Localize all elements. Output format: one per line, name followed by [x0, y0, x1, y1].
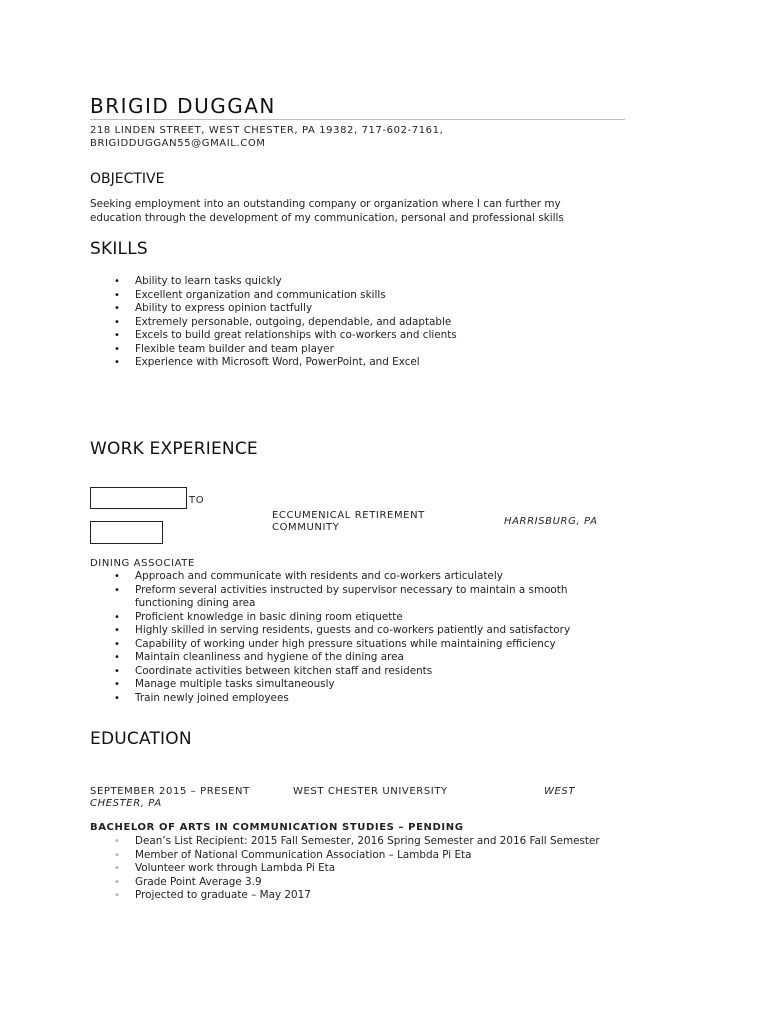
bullet-icon: •: [114, 343, 120, 355]
bullet-icon: •: [114, 679, 120, 690]
start-date-field[interactable]: [90, 487, 187, 509]
bullet-icon: •: [114, 357, 120, 368]
job-title: DINING ASSOCIATE: [90, 558, 195, 569]
list-item: • Maintain cleanliness and hygiene of the dining area: [114, 651, 404, 663]
bullet-icon: •: [114, 863, 120, 874]
list-item: • Grade Point Average 3.9: [114, 875, 262, 888]
education-list: [90, 835, 610, 903]
contact-address: 218 LINDEN STREET, WEST CHESTER, PA 19382, 717-602-7161,: [90, 125, 444, 136]
date-to-label: TO: [189, 495, 205, 506]
education-heading: EDUCATION: [90, 729, 192, 749]
list-item: • Coordinate activities between kitchen staff and residents: [114, 664, 433, 677]
list-item: • Proficient knowledge in basic dining room etiquette: [114, 610, 403, 623]
degree-title: BACHELOR OF ARTS IN COMMUNICATION STUDIES – PENDING: [90, 822, 464, 833]
bullet-icon: •: [114, 665, 120, 677]
school-name: WEST CHESTER UNIVERSITY: [293, 786, 448, 797]
skills-list: [90, 275, 610, 370]
employer-location: HARRISBURG, PA: [504, 516, 598, 527]
objective-heading: OBJECTIVE: [90, 171, 165, 187]
list-item: • Preform several activities instructed by supervisor necessary to maintain a smooth functioning dining area: [114, 583, 568, 609]
end-date-field[interactable]: [90, 521, 163, 544]
list-item: • Excellent organization and communication skills: [114, 288, 386, 301]
list-item: • Ability to express opinion tactfully: [114, 302, 313, 314]
bullet-icon: •: [114, 330, 120, 341]
bullet-icon: •: [114, 571, 120, 582]
bullet-icon: •: [114, 276, 120, 287]
list-item: • Extremely personable, outgoing, dependable, and adaptable: [114, 315, 452, 328]
list-item: • Approach and communicate with residents and co-workers articulately: [114, 570, 503, 582]
list-item: • Projected to graduate – May 2017: [114, 889, 311, 901]
bullet-icon: •: [114, 638, 120, 650]
list-item: • Ability to learn tasks quickly: [114, 275, 282, 287]
school-location-line1: WEST: [544, 786, 576, 797]
list-item: • Dean’s List Recipient: 2015 Fall Semester, 2016 Spring Semester and 2016 Fall Semester: [114, 835, 600, 847]
education-dates: SEPTEMBER 2015 – PRESENT: [90, 786, 250, 797]
bullet-icon: •: [114, 611, 120, 623]
employer-name-line1: ECCUMENICAL RETIREMENT: [272, 510, 425, 521]
bullet-icon: •: [114, 652, 120, 663]
list-item: • Member of National Communication Association – Lambda Pi Eta: [114, 848, 472, 861]
skills-heading: SKILLS: [90, 239, 148, 259]
bullet-icon: •: [114, 316, 120, 328]
header-divider: [90, 119, 625, 120]
bullet-icon: •: [114, 584, 120, 596]
objective-text: Seeking employment into an outstanding company or organization where I can further my education through the development of my communication, personal and professional skills: [90, 198, 564, 224]
work-heading: WORK EXPERIENCE: [90, 439, 258, 459]
employer-name-line2: COMMUNITY: [272, 522, 340, 533]
list-item: • Train newly joined employees: [114, 691, 289, 704]
list-item: • Experience with Microsoft Word, PowerPoint, and Excel: [114, 356, 420, 368]
bullet-icon: •: [114, 890, 120, 901]
list-item: • Flexible team builder and team player: [114, 342, 334, 355]
candidate-name: BRIGID DUGGAN: [90, 94, 276, 118]
bullet-icon: •: [114, 289, 120, 301]
bullet-icon: •: [114, 836, 120, 847]
list-item: • Volunteer work through Lambda Pi Eta: [114, 862, 336, 874]
contact-email: BRIGIDDUGGAN55@GMAIL.COM: [90, 138, 266, 149]
bullet-icon: •: [114, 303, 120, 314]
duties-list: [90, 570, 610, 705]
list-item: • Manage multiple tasks simultaneously: [114, 678, 335, 690]
bullet-icon: •: [114, 849, 120, 861]
bullet-icon: •: [114, 625, 120, 636]
school-location-line2: CHESTER, PA: [90, 798, 162, 809]
list-item: • Highly skilled in serving residents, guests and co-workers patiently and satisfactory: [114, 624, 571, 636]
list-item: • Excels to build great relationships with co-workers and clients: [114, 329, 457, 341]
bullet-icon: •: [114, 692, 120, 704]
bullet-icon: •: [114, 876, 120, 888]
list-item: • Capability of working under high pressure situations while maintaining efficiency: [114, 637, 556, 650]
